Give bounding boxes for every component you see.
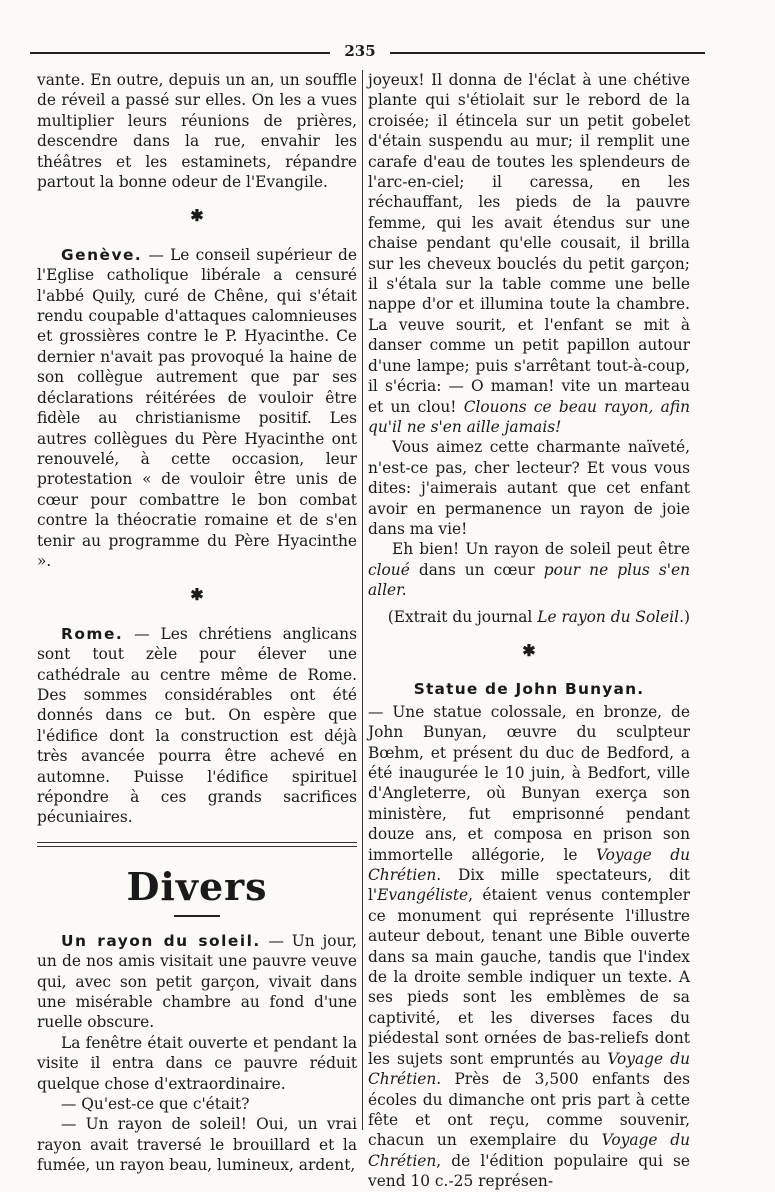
section-dash	[174, 915, 220, 917]
rayon-text: — Un jour, un de nos amis visitait une pauvre veuve qui, avec son petit garçon, vivait dans une misérable chambre au fond d'une ruelle obscure.	[37, 931, 357, 1032]
bunyan-italic-2: Evangéliste	[377, 886, 469, 905]
header-rule-right	[390, 52, 705, 54]
bunyan-text-1: — Une statue colossale, en bronze, de John Bunyan, œuvre du sculpteur Bœhm, et présent du duc de Bedford, a été inaugurée le 10 juin, à Bedfort, ville d'Angleterre, où Bunyan exerça son ministère, fut emprisonné pendant douze ans, et composa en prison son immortelle allégorie, le	[368, 702, 690, 864]
separator-star: ✱	[190, 585, 204, 605]
paragraph-continued	[368, 70, 690, 437]
column-divider	[362, 70, 363, 1130]
eh-bien-italic-2: pour ne plus s'en aller.	[368, 560, 690, 600]
bunyan-italic-4: Voyage du Chrétien	[368, 1131, 690, 1170]
bunyan-text-3: , étaient venus contempler ce monument qui représente l'illustre auteur debout, tenant une Bible ouverte dans sa main gauche, tandis que l'index de la droite semble indiquer un texte. A ses pieds sont les emblèmes de sa captivité, et les diverses faces du piédestal sont ornées de bas-reliefs dont les sujets sont empruntés au	[368, 886, 690, 1068]
page-number: 235	[344, 42, 376, 60]
bunyan-italic-1: Voyage du Chrétien	[368, 845, 690, 885]
paragraph-eh-bien	[368, 539, 690, 600]
paragraph-answer: — Un rayon de soleil! Oui, un vrai rayon avait traversé le brouillard et la fumée, un rayon beau, lumineux, ardent,	[37, 1115, 357, 1175]
continued-text: joyeux! Il donna de l'éclat à une chétive plante qui s'étiolait sur le rebord de la croisée; il étincela sur un petit gobelet d'étain suspendu au mur; il remplit une carafe d'eau de toutes les splendeurs de l'arc-en-ciel; il caressa, en les réchauffant, les pieds de la pauvre femme, qui les avait étendus sur une chaise pendant qu'elle cousait, il brilla sur les cheveux bouclés du petit garçon; il s'étala sur la table comme une belle nappe d'or et illumina toute la chambre. La veuve sourit, et l'enfant se mit à danser comme un petit papillon autour d'une lampe; puis s'arrêtant tout-à-coup, il s'écria: — O maman! vite un marteau et un clou!	[368, 71, 690, 416]
source-text-1: (Extrait du journal	[387, 607, 538, 626]
place-heading-geneve: Genève.	[61, 245, 143, 264]
article-heading-bunyan: Statue de John Bunyan.	[413, 680, 645, 699]
paragraph-fenetre: La fenêtre était ouverte et pendant la visite il entra dans ce pauvre réduit quelque chose d'extraordinaire.	[37, 1033, 357, 1093]
article-heading-rayon: Un rayon du soleil.	[61, 931, 261, 950]
place-heading-rome: Rome.	[61, 624, 124, 643]
section-title: Divers	[126, 863, 268, 909]
geneve-text: — Le conseil supérieur de l'Eglise catholique libérale a censuré l'abbé Quily, curé de Chêne, qui s'était rendu coupable d'attaques calomnieuses et grossières contre le P. Hyacinthe. Ce dernier n'avait pas provoqué la haine de son collègue autrement que par ses déclarations réitérées de vouloir être fidèle au christianisme positif. Les autres collègues du Père Hyacinthe ont renouvelé, à cette occasion, leur protestation « de vouloir être unis de cœur pour combattre le bon combat contre la théocratie romaine et de s'en tenir au programme du Père Hyacinthe ».	[37, 245, 357, 570]
paragraph-intro: vante. En outre, depuis un an, un souffle de réveil a passé sur elles. On les a vues multiplier leurs réunions de prières, descendre dans la rue, envahir les théâtres et les estaminets, répandre partout la bonne odeur de l'Evangile.	[37, 71, 357, 192]
source-text-2: .)	[679, 607, 690, 626]
rome-text: — Les chrétiens anglicans sont tout zèle pour élever une cathédrale au centre même de Rome. Des sommes considérables ont été donnés dans ce but. On espère que l'édifice dont la construction est déjà très avancée pourra être achevé en automne. Puisse l'édifice spirituel répondre à ces grands sacrifices pécuniaires.	[37, 624, 357, 827]
paragraph-bunyan	[368, 702, 690, 1192]
section-rule	[37, 842, 357, 847]
separator-star: ✱	[522, 640, 536, 660]
source-journal-name: Le rayon du Soleil	[537, 607, 680, 626]
bunyan-italic-3: Voyage du Chrétien	[368, 1049, 690, 1089]
bunyan-text-2: . Dix mille spectateurs, dit l'	[368, 866, 690, 905]
paragraph-vous: Vous aimez cette charmante naïveté, n'est-ce pas, cher lecteur? Et vous vous dites: j'aimerais autant que cet enfant avoir en permanence un rayon de joie dans ma vie!	[368, 438, 690, 538]
eh-bien-italic-1: cloué	[368, 560, 410, 579]
source-citation	[368, 607, 690, 627]
eh-bien-text-1: Eh bien! Un rayon de soleil peut être	[392, 540, 690, 559]
page-header	[30, 42, 705, 62]
separator-star: ✱	[190, 206, 204, 226]
bunyan-text-4: . Près de 3,500 enfants des écoles du dimanche ont pris part à cette fête et ont reçu, comme souvenir, chacun un exemplaire du	[368, 1070, 690, 1150]
paragraph-rayon	[37, 931, 357, 1033]
left-column	[37, 70, 357, 1176]
right-column	[368, 70, 690, 1192]
paragraph-rome	[37, 624, 357, 828]
header-rule-left	[30, 52, 330, 54]
eh-bien-text-2: dans un cœur	[409, 560, 544, 579]
paragraph-geneve	[37, 245, 357, 572]
bunyan-text-5: , de l'édition populaire qui se vend 10 c.-25 représen-	[368, 1151, 690, 1191]
paragraph-question: — Qu'est-ce que c'était?	[61, 1095, 250, 1114]
continued-italic: Clouons ce beau rayon, afin qu'il ne s'en aille jamais!	[368, 397, 691, 436]
